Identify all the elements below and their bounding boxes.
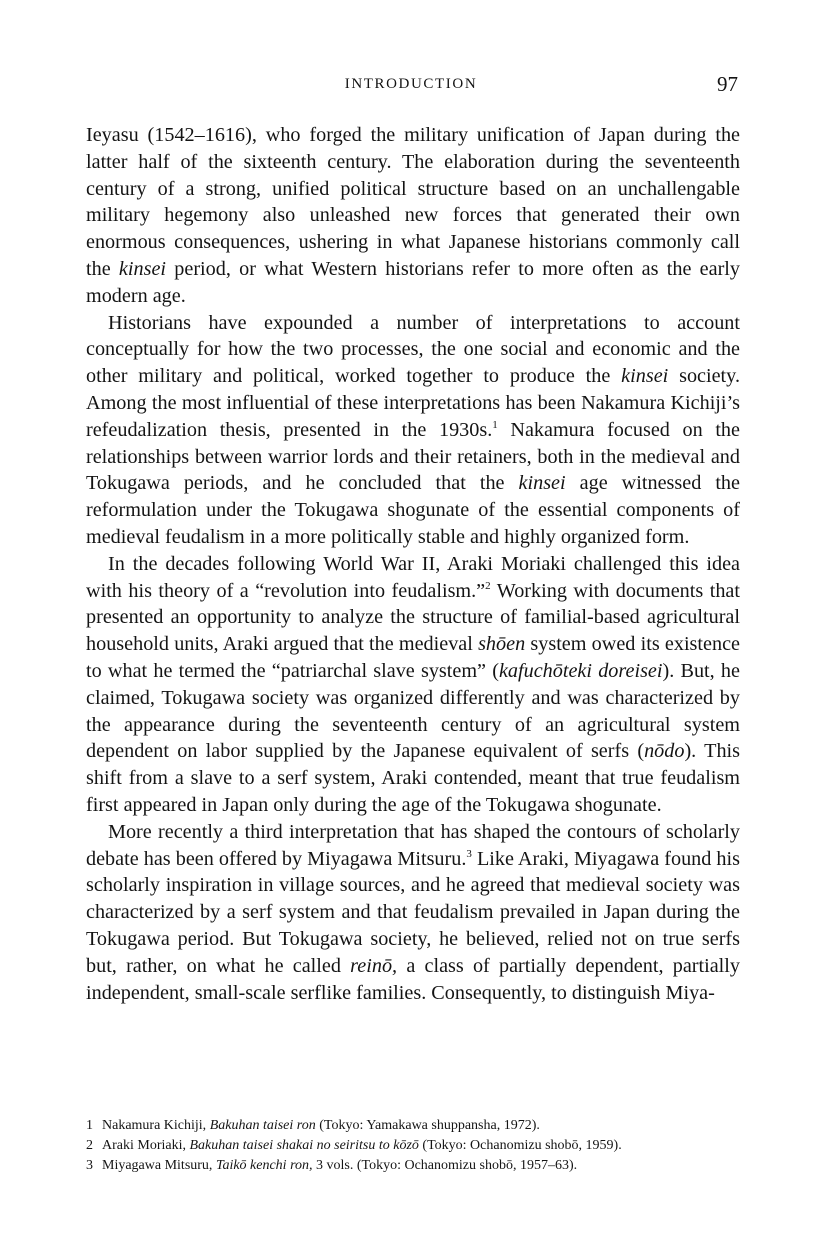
footnote-reference: 3 [466, 847, 472, 860]
paragraph [86, 310, 740, 551]
text-run: Working with documents that presented an opportunity to analyze the structure of familial-based agricultural household units, Araki argued that the medieval [86, 579, 740, 656]
italic-term: kafuchōteki doreisei [498, 659, 663, 682]
italic-term: kinsei [518, 472, 566, 495]
text-run: a class of partially dependent, partially independent, small-scale serflike families. Consequently, to distinguish Miya- [86, 954, 740, 1004]
italic-term: nōdo [644, 740, 685, 763]
text-run: period, or what Western historians refer to more often as the early modern age. [86, 257, 740, 307]
text-run: ). This shift from a slave to a serf system, Araki contended, meant that true feudalism first appeared in Japan only during the age of the Tokugawa shogunate. [86, 740, 741, 816]
paragraph [86, 819, 740, 1007]
footnote-number: 1 [86, 1118, 93, 1133]
italic-term: kinsei [118, 257, 167, 280]
text-run: Nakamura focused on the relationships between warrior lords and their retainers, both in the medieval and Tokugawa periods, and he concluded that the [86, 418, 740, 495]
text-run: 3 vols. (Tokyo: Ochanomizu shobō, 1957–63). [312, 1158, 578, 1173]
paragraph [86, 551, 740, 819]
text-run: Historians have expounded a number of interpretations to account conceptually for how the two processes, the one social and economic and the other military and political, worked together to produce the [86, 311, 740, 388]
text-run: ). But, he claimed, Tokugawa society was organized differently and was characterized by the appearance during the seventeenth century of an agricultural system dependent on labor supplied by the Japanese equivalent of serfs ( [86, 659, 740, 763]
running-head: INTRODUCTION [344, 76, 478, 92]
footnote [86, 1136, 746, 1156]
text-run: age witnessed the reformulation under the Tokugawa shogunate of the essential components of medieval feudalism in a more politically stable and highly organized form. [86, 472, 740, 548]
footnote [86, 1116, 746, 1136]
footnote [86, 1156, 746, 1176]
footnote-number: 3 [86, 1158, 93, 1173]
text-run: In the decades following World War II, Araki Moriaki challenged this idea with his theory of a “revolution into feudalism.” [86, 552, 740, 602]
footnotes [86, 1116, 746, 1176]
text-run: system owed its existence to what he termed the “patriarchal slave system” ( [86, 633, 740, 682]
text-run: (Tokyo: Yamakawa shuppansha, 1972). [315, 1118, 540, 1133]
page-number: 97 [717, 72, 738, 96]
text-run: Araki Moriaki, [102, 1138, 190, 1153]
italic-term: Taikō kenchi ron, [215, 1158, 313, 1173]
text-run: Nakamura Kichiji, [102, 1118, 210, 1133]
text-run: (Tokyo: Ochanomizu shobō, 1959). [418, 1138, 622, 1153]
italic-term: Bakuhan taisei ron [209, 1118, 316, 1133]
italic-term: reinō, [350, 954, 398, 977]
text-run: Like Araki, Miyagawa found his scholarly inspiration in village sources, and he agreed that medieval society was characterized by a serf system and that feudalism prevailed in Japan during the Tokugawa period. But Tokugawa society, he believed, relied not on true serfs but, rather, on what he called [86, 847, 740, 977]
italic-term: Bakuhan taisei shakai no seiritsu to kōzō [189, 1138, 419, 1153]
footnote-reference: 2 [485, 579, 491, 592]
footnote-number: 2 [86, 1138, 93, 1153]
page-header [0, 74, 822, 100]
text-run: Ieyasu (1542–1616), who forged the military unification of Japan during the latter half of the sixteenth century. The elaboration during the seventeenth century of a strong, unified political structure based on an unchallengable military hegemony also unleashed new forces that generated their own enormous consequences, ushering in what Japanese historians commonly call the [86, 124, 740, 280]
text-run: More recently a third interpretation that has shaped the contours of scholarly debate has been offered by Miyagawa Mitsuru. [86, 820, 740, 870]
body-text [86, 122, 740, 1006]
italic-term: shōen [478, 633, 526, 656]
text-run: Miyagawa Mitsuru, [102, 1158, 216, 1173]
footnote-reference: 1 [492, 418, 498, 431]
text-run: society. Among the most influential of these interpretations has been Nakamura Kichiji’s refeudalization thesis, presented in the 1930s. [86, 365, 740, 441]
italic-term: kinsei [621, 365, 669, 388]
paragraph [86, 122, 740, 310]
